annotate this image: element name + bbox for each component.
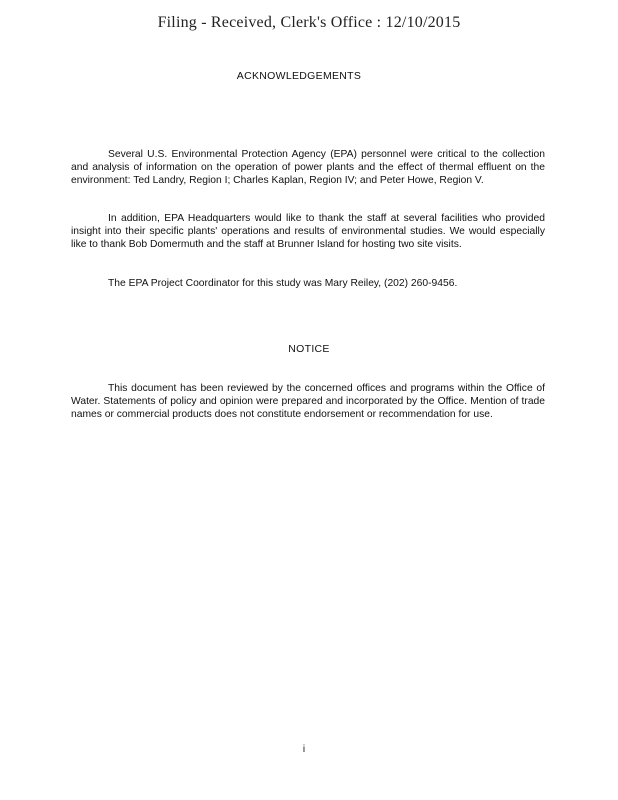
- acknowledgements-paragraph: Several U.S. Environmental Protection Agency (EPA) personnel were critical to the collection and analysis of information on the operation of power plants and the effect of thermal effluent on the environment: Ted Landry, Region I; Charles Kaplan, Region IV; and Peter Howe, Region V.: [71, 149, 545, 187]
- notice-heading: NOTICE: [288, 343, 330, 355]
- acknowledgements-paragraph: In addition, EPA Headquarters would like to thank the staff at several facilities who provided insight into their specific plants' operations and results of environmental studies. We would especially like to thank Bob Domermuth and the staff at Brunner Island for hosting two site visits.: [71, 213, 545, 251]
- acknowledgements-paragraph: The EPA Project Coordinator for this study was Mary Reiley, (202) 260-9456.: [108, 278, 458, 289]
- page-number: i: [302, 744, 306, 755]
- acknowledgements-heading: ACKNOWLEDGEMENTS: [236, 70, 362, 82]
- filing-stamp: Filing - Received, Clerk's Office : 12/10/2015: [157, 14, 461, 31]
- notice-paragraph: This document has been reviewed by the concerned offices and programs within the Office of Water. Statements of policy and opinion were prepared and incorporated by the Office. Mention of trade names or commercial products does not constitute endorsement or recommendation for use.: [71, 383, 545, 421]
